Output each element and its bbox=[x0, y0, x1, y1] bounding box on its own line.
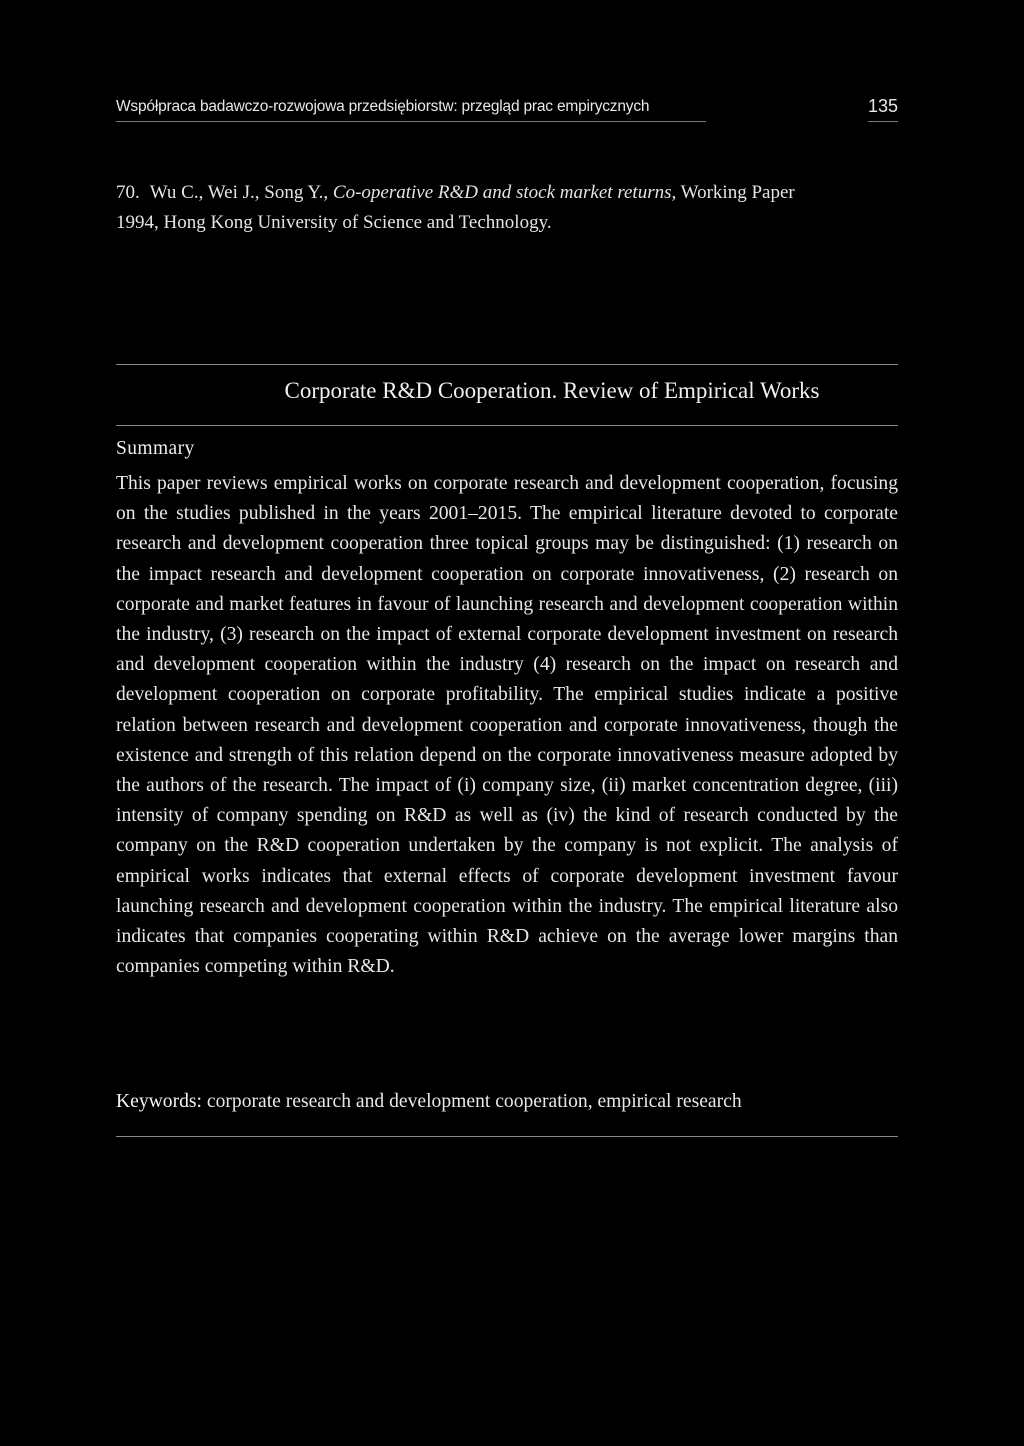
keywords-text: corporate research and development cooperation, empirical research bbox=[201, 1091, 742, 1112]
page-number: 135 bbox=[867, 96, 898, 116]
reference-number: 70. bbox=[116, 182, 140, 203]
divider-middle bbox=[116, 425, 898, 426]
abstract-title: Corporate R&D Cooperation. Review of Empirical Works bbox=[284, 378, 820, 403]
running-title: Współpraca badawczo-rozwojowa przedsiębiorstw: przegląd prac empirycznych bbox=[116, 98, 650, 115]
summary-text: This paper reviews empirical works on corporate research and development cooperation, focusing on the studies published in the years 2001–2015. The empirical literature devoted to corporate research and development cooperation three topical groups may be distinguished: (1) research on the impact research and development cooperation on corporate innovativeness, (2) research on corporate and market features in favour of launching research and development cooperation within the industry, (3) research on the impact of external corporate development investment on research and development cooperation within the industry (4) research on the impact on research and development cooperation on corporate profitability. The empirical studies indicate a positive relation between research and development cooperation and corporate innovativeness, though the existence and strength of this relation depend on the corporate innovativeness measure adopted by the authors of the research. The impact of (i) company size, (ii) market concentration degree, (iii) intensity of company spending on R&D as well as (iv) the kind of research conducted by the company on the R&D cooperation undertaken by the company is not explicit. The analysis of empirical works indicates that external effects of corporate development investment favour launching research and development cooperation within the industry. The empirical literature also indicates that companies cooperating within R&D achieve on the average lower margins than companies competing within R&D. bbox=[116, 473, 898, 978]
summary-heading: Summary bbox=[116, 438, 195, 459]
reference-entry bbox=[116, 178, 906, 238]
divider-top bbox=[116, 364, 898, 365]
reference-title: Co-operative R&D and stock market returns, bbox=[332, 182, 677, 203]
header-underline bbox=[116, 121, 706, 122]
divider-bottom bbox=[116, 1136, 898, 1137]
keywords-line bbox=[116, 1091, 898, 1113]
running-header bbox=[116, 96, 898, 124]
reference-publisher: 1994, Hong Kong University of Science and Technology. bbox=[116, 212, 552, 233]
keywords-label: Keywords: bbox=[116, 1091, 202, 1112]
reference-source: Working Paper bbox=[676, 182, 795, 203]
reference-authors: Wu C., Wei J., Song Y., bbox=[149, 182, 333, 203]
page-number-underline bbox=[868, 121, 898, 122]
